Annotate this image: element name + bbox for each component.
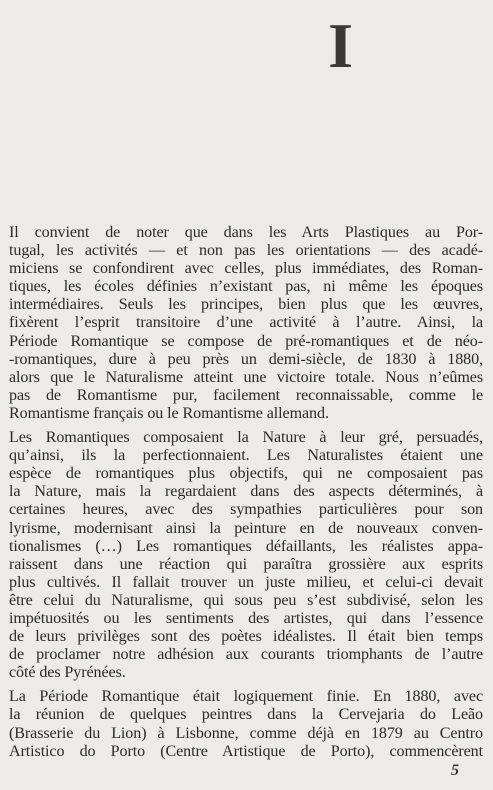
text-line: La Période Romantique était logiquement finie. En 1880, avec: [9, 688, 483, 706]
paragraph-1: [9, 224, 483, 423]
page-number: 5: [451, 762, 459, 779]
text-line: plus cultivés. Il fallait trouver un juste milieu, et celui-ci devait: [9, 573, 483, 591]
text-line: fixèrent l’esprit transitoire d’une activité à l’autre. Ainsi, la: [9, 314, 483, 332]
text-line: espèce de romantiques plus objectifs, qui ne composaient pas: [9, 465, 483, 483]
text-line: Il convient de noter que dans les Arts Plastiques au Por-: [9, 224, 483, 241]
text-line: la Nature, mais la regardaient dans des aspects déterminés, à: [9, 483, 483, 501]
text-line: Romantisme français ou le Romantisme allemand.: [9, 404, 329, 422]
text-line: de proclamer notre adhésion aux courants triomphants de l’autre: [9, 646, 483, 664]
text-line: raissent dans une réaction qui paraîtra grossière aux esprits: [9, 555, 483, 573]
text-line: impétuosités ou les sentiments des artistes, qui dans l’essence: [9, 609, 483, 627]
text-line: miciens se confondirent avec celles, plus immédiates, des Roman-: [9, 260, 483, 278]
body-text: [9, 224, 483, 767]
text-line: qu’ainsi, ils la perfectionnaient. Les Naturalistes étaient une: [9, 447, 483, 465]
text-line: tugal, les activités — et non pas les orientations — des acadé-: [9, 242, 483, 260]
text-line: de leurs privilèges sont des poètes idéalistes. Il était bien temps: [9, 628, 483, 646]
text-line: pas de Romantisme pur, facilement reconnaissable, comme le: [9, 386, 483, 404]
text-line: Artistico do Porto (Centre Artistique de Porto), commencèrent: [9, 742, 483, 760]
text-line: intermédiaires. Seuls les principes, bien plus que les œuvres,: [9, 296, 483, 314]
text-line: certaines heures, avec des sympathies particulières pour son: [9, 501, 483, 519]
text-line: Les Romantiques composaient la Nature à leur gré, persuadés,: [9, 429, 483, 447]
text-line: (Brasserie du Lion) à Lisbonne, comme déjà en 1879 au Centro: [9, 724, 483, 742]
chapter-number: I: [328, 10, 353, 81]
paragraph-3: [9, 688, 483, 760]
text-line: la réunion de quelques peintres dans la Cervejaria do Leão: [9, 706, 483, 724]
text-line: lyrisme, modernisant ainsi la peinture en de nouveaux conven-: [9, 519, 483, 537]
text-line: alors que le Naturalisme atteint une victoire totale. Nous n’eûmes: [9, 368, 483, 386]
text-line: tionalismes (…) Les romantiques défaillants, les réalistes appa-: [9, 537, 483, 555]
text-line: tiques, les écoles définies n’existant pas, ni même les époques: [9, 278, 483, 296]
text-line: côté des Pyrénées.: [9, 664, 126, 682]
text-line: être celui du Naturalisme, qui sous peu s’est subdivisé, selon les: [9, 591, 483, 609]
text-line: Période Romantique se compose de pré-romantiques et de néo-: [9, 332, 483, 350]
text-line: -romantiques, dure à peu près un demi-siècle, de 1830 à 1880,: [9, 350, 483, 368]
paragraph-2: [9, 429, 483, 682]
